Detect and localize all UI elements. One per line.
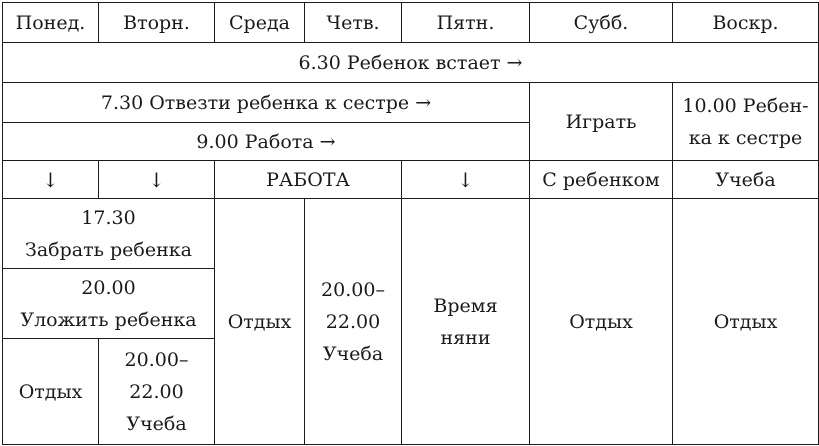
sun-sister-line1: 10.00 Ребен- <box>682 94 809 117</box>
sun-study-cell: Учеба <box>673 161 819 199</box>
sat-child-cell: С ребенком <box>530 161 673 199</box>
thu-study-line2: 22.00 <box>325 310 381 333</box>
day-header-tue: Вторн. <box>99 3 215 43</box>
bedtime-cell <box>3 269 215 339</box>
fri-nanny-line2: няни <box>440 326 491 349</box>
fri-nanny-line1: Время <box>433 294 498 317</box>
bed-text: Уложить ребенка <box>20 308 197 331</box>
day-header-sun: Воскр. <box>673 3 819 43</box>
day-header-fri: Пятн. <box>402 3 530 43</box>
wake-cell: 6.30 Ребенок встает → <box>3 43 819 83</box>
sun-sister-line2: ка к сестре <box>688 126 803 149</box>
weekly-schedule-table <box>2 2 819 445</box>
day-header-mon: Понед. <box>3 3 99 43</box>
sat-rest-cell: Отдых <box>530 199 673 445</box>
day-header-sat: Субб. <box>530 3 673 43</box>
sister-cell: 7.30 Отвезти ребенка к сестре → <box>3 83 530 123</box>
sat-play-cell: Играть <box>530 83 673 161</box>
fri-down-arrow-icon: ↓ <box>402 161 530 199</box>
sun-rest-cell: Отдых <box>673 199 819 445</box>
fri-nanny-cell <box>402 199 530 445</box>
pickup-cell <box>3 199 215 269</box>
tue-study-line2: 22.00 <box>129 380 184 403</box>
sun-sister-cell <box>673 83 819 161</box>
thu-study-cell <box>305 199 402 445</box>
tue-down-arrow-icon: ↓ <box>99 161 215 199</box>
work-cell: 9.00 Работа → <box>3 123 530 161</box>
day-header-wed: Среда <box>215 3 305 43</box>
bed-time: 20.00 <box>81 276 136 299</box>
evening-row-1 <box>3 199 819 269</box>
thu-study-line1: 20.00– <box>321 278 385 301</box>
sister-row <box>3 83 819 123</box>
thu-study-line3: Учеба <box>322 342 384 365</box>
continue-row <box>3 161 819 199</box>
tue-study-line3: Учеба <box>126 412 187 435</box>
wed-work-cell: РАБОТА <box>215 161 402 199</box>
pickup-text: Забрать ребенка <box>25 238 192 261</box>
day-header-thu: Четв. <box>305 3 402 43</box>
header-row <box>3 3 819 43</box>
mon-rest-cell: Отдых <box>3 339 99 445</box>
mon-down-arrow-icon: ↓ <box>3 161 99 199</box>
wed-rest-cell: Отдых <box>215 199 305 445</box>
tue-study-cell <box>99 339 215 445</box>
pickup-time: 17.30 <box>81 206 136 229</box>
tue-study-line1: 20.00– <box>124 348 189 371</box>
wake-row <box>3 43 819 83</box>
